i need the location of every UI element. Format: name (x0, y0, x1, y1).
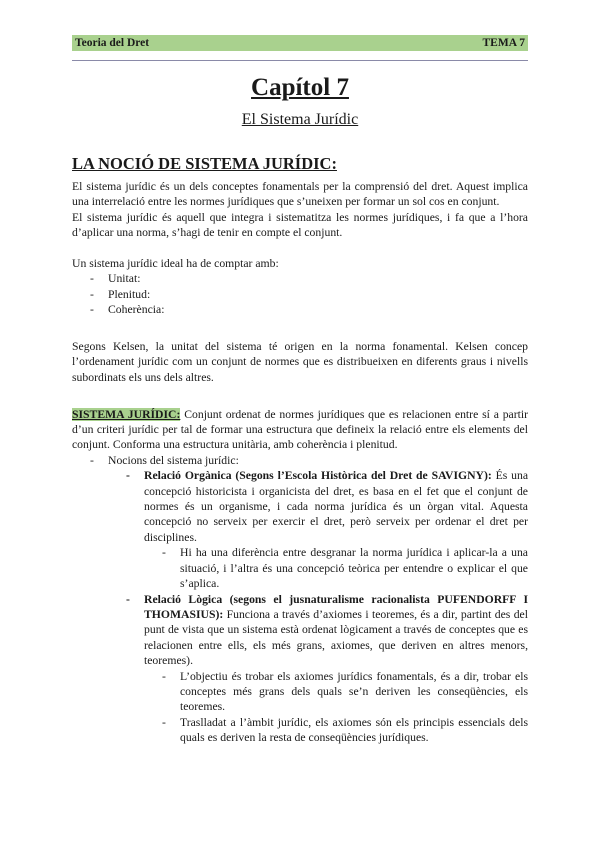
nocions-list (72, 453, 528, 746)
relation-sublist (144, 669, 528, 746)
highlighted-term: SISTEMA JURÍDIC: (72, 407, 181, 421)
chapter-subtitle: El Sistema Jurídic (241, 111, 359, 128)
header-divider (72, 60, 528, 61)
ideal-features-list (72, 271, 528, 317)
list-item: - Traslladat a l’àmbit jurídic, els axiomes són els principis essencials dels quals es deriven la resta de conseqüències jurídiques. (144, 715, 528, 746)
list-item: - Hi ha una diferència entre desgranar la norma jurídica i aplicar-la a una situació, i l’altra és una concepció teòrica per entendre o explicar el que s’aplica. (144, 545, 528, 591)
paragraph-kelsen: Segons Kelsen, la unitat del sistema té origen en la norma fonamental. Kelsen concep l’ordenament jurídic com un conjunt de normes que es distribueixen en diferents graus i nivells subordinats els uns dels altres. (72, 340, 528, 384)
relation-text: És una concepció historicista i organicista del dret, es basa en el fet que el conjunt de normes és un organisme, i cada norma jurídica és un òrgan vital. Aquesta concepció no serveix per exercir el dret, però serveix per ordenar el dret per disciplines. (144, 469, 529, 544)
page-header (72, 35, 528, 51)
relation-sublist (144, 545, 528, 591)
header-subject: Teoria del Dret (75, 37, 150, 49)
paragraph-sistema-juridic (72, 407, 528, 453)
section-body (72, 179, 528, 746)
header-topic: TEMA 7 (482, 37, 525, 49)
list-item (72, 453, 528, 746)
relation-text: Funciona a través d’axiomes i teoremes, és a dir, partint des del punt de vista que un sistema està ordenat lògicament a través de conceptes que es relacionen entre ells, els més grans, axiomes, que deriven en altres menors, teoremes). (144, 607, 528, 668)
list-item: - Coherència: (72, 302, 528, 317)
chapter-title: Capítol 7 (251, 74, 349, 101)
list-item-relacio-organica (72, 468, 528, 591)
relation-title: Relació Lògica (segons el jusnaturalisme racionalista PUFENDORFF I THOMASIUS): (144, 592, 528, 621)
section-heading: LA NOCIÓ DE SISTEMA JURÍDIC: (72, 154, 337, 173)
paragraph-definition: El sistema jurídic és aquell que integra i sistematitza les normes jurídiques, i fa que a l’hora d’aplicar una norma, s’hagi de tenir en compte el conjunt. (72, 210, 528, 240)
list-item-relacio-logica (72, 592, 528, 746)
list-item: - Plenitud: (72, 287, 528, 302)
list-item: - L’objectiu és trobar els axiomes jurídics fonamentals, és a dir, trobar els conceptes més grans dels quals se’n deriven les conseqüències, els teoremes. (144, 669, 528, 715)
paragraph-ideal-system: Un sistema jurídic ideal ha de comptar amb: (72, 257, 279, 271)
relation-title: Relació Orgànica (Segons l’Escola Històrica del Dret de SAVIGNY): (144, 469, 492, 483)
paragraph-intro: El sistema jurídic és un dels conceptes fonamentals per la comprensió del dret. Aquest implica una interrelació entre les normes jurídiques que s’uneixen per formar un sol cos en conjunt. (72, 180, 528, 209)
list-item: - Unitat: (72, 271, 528, 286)
definition-text: Conjunt ordenat de normes jurídiques que es relacionen entre sí a partir d’un criteri jurídic per tal de formar una estructura que defineix la relació entre els elements del conjunt. Conforma una estructura unitària, amb coherència i plenitud. (72, 407, 529, 452)
relations-list (72, 468, 528, 745)
nocions-label: Nocions del sistema jurídic: (108, 453, 239, 467)
